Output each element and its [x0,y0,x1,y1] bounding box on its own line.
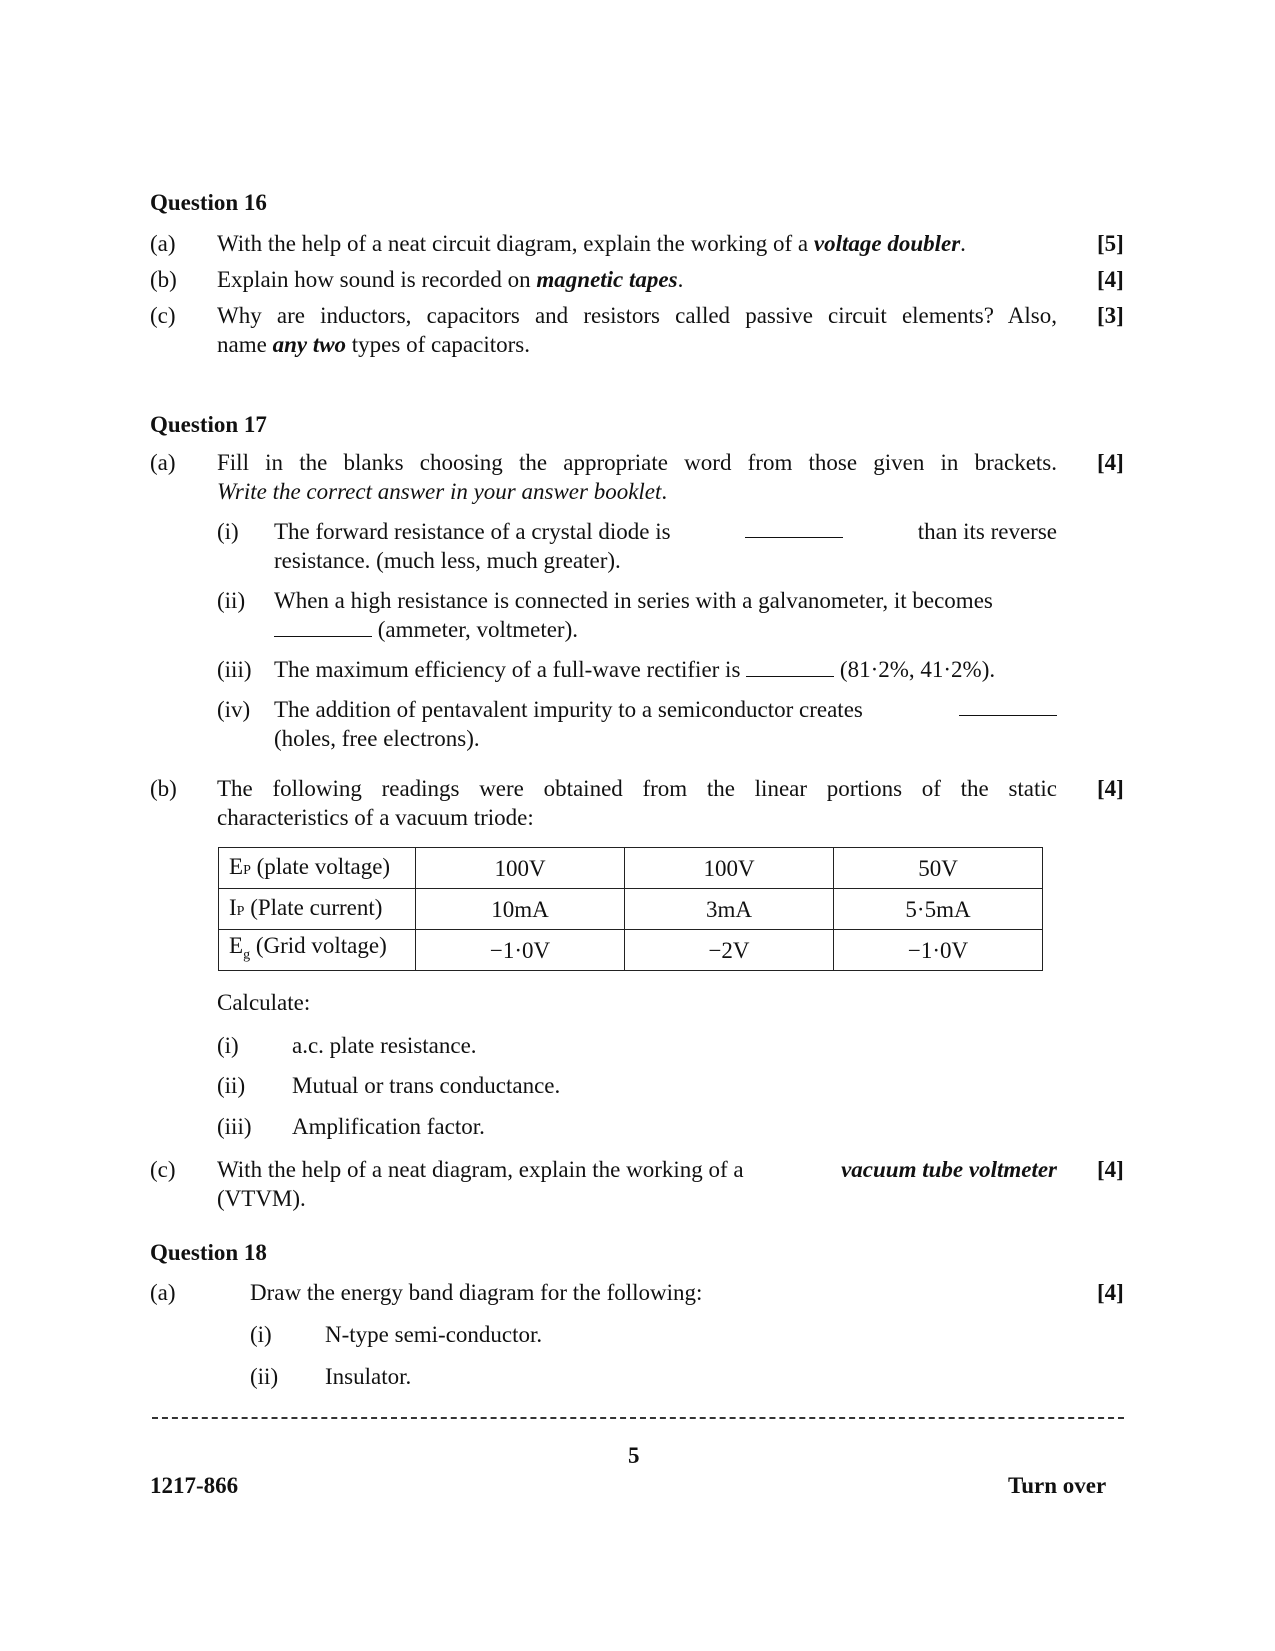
q17a-iii-text-start: The maximum efficiency of a full-wave rectifier is [274,657,747,682]
q18a-text: Draw the energy band diagram for the following: [250,1280,703,1305]
table-cell: −2V [625,930,834,971]
q17b-iii-label: (iii) [217,1114,252,1139]
q16c-line1: Why are inductors, capacitors and resistors called passive circuit elements? Also, [217,303,1057,328]
q17b-line2: characteristics of a vacuum triode: [217,805,534,830]
table-row [219,848,1043,889]
q17b-i-label: (i) [217,1033,239,1058]
q18a-ii-label: (ii) [250,1364,279,1389]
q16b-emphasis: magnetic tapes [536,267,678,292]
q17a-i-text-end: than its reverse [917,519,1057,544]
turn-over-label: Turn over [1008,1473,1107,1498]
table-cell: 100V [416,848,625,889]
q16a-text-start: With the help of a neat circuit diagram, explain the working of a [217,231,814,256]
q17a-iv-line2: (holes, free electrons). [274,726,480,751]
q17a-marks: [4] [1097,450,1124,475]
footer-divider [152,1417,1124,1419]
q16c-emphasis: any two [272,332,347,357]
q16c-line2-start: name [217,332,273,357]
q17c-marks: [4] [1097,1157,1124,1182]
table-cell: 3mA [625,889,834,930]
row-name: (plate voltage) [250,853,391,879]
table-cell: 10mA [416,889,625,930]
triode-readings-table [218,847,1043,971]
q17b-i-text: a.c. plate resistance. [292,1033,477,1058]
page-number: 5 [628,1443,640,1468]
q16b-marks: [4] [1097,267,1124,292]
q17a-iii-line1 [274,655,1057,684]
q18a-i-label: (i) [250,1322,272,1347]
q17a-label: (a) [150,450,176,475]
q16b-text-end: . [677,267,684,292]
table-row [219,889,1043,930]
table-cell: −1·0V [416,930,625,971]
row-name: (Grid voltage) [250,932,387,958]
q17a-iv-text-start: The addition of pentavalent impurity to a semiconductor creates [274,697,863,722]
q17b-iii-text: Amplification factor. [292,1114,485,1139]
q16c-line2 [217,330,1057,359]
q17a-line1: Fill in the blanks choosing the appropriate word from those given in brackets. [217,450,1057,475]
q17b-label: (b) [150,776,177,801]
q17a-ii-line2 [274,615,1057,644]
q16c-marks: [3] [1097,303,1124,328]
row-header [219,848,416,889]
q17a-i-line1 [274,517,1057,546]
q17a-iii-text-end: (81·2%, 41·2%). [834,657,996,682]
q17a-iii-label: (iii) [217,657,252,682]
q16a-emphasis: voltage doubler [813,231,961,256]
answer-blank [959,695,1057,716]
q17a-i-label: (i) [217,519,239,544]
answer-blank [274,616,372,637]
row-subscript: P [236,903,245,919]
q16c-label: (c) [150,303,176,328]
row-symbol: E [229,853,244,879]
question-16-heading: Question 16 [150,190,267,215]
q17a-iv-line1 [274,695,1057,724]
q16a-label: (a) [150,231,176,256]
q17a-line2 [217,477,1057,506]
q17a-ii-line1: When a high resistance is connected in series with a galvanometer, it becomes [274,588,993,613]
q17b-line1: The following readings were obtained from the linear portions of the static [217,776,1057,801]
row-subscript: g [243,947,251,963]
q17c-text-start: With the help of a neat diagram, explain the working of a [217,1157,744,1182]
answer-blank [745,517,843,538]
row-header [219,889,416,930]
question-18-heading: Question 18 [150,1240,267,1265]
q17a-instruction-end: . [661,479,668,504]
q18a-marks: [4] [1097,1280,1124,1305]
q17c-line1 [217,1155,1057,1184]
q17b-marks: [4] [1097,776,1124,801]
q16a-text [217,229,1057,258]
table-cell: 5·5mA [834,889,1043,930]
row-header [219,930,416,971]
row-symbol: E [229,932,244,958]
table-cell: −1·0V [834,930,1043,971]
q17a-ii-label: (ii) [217,588,246,613]
answer-blank [746,656,834,677]
q17b-ii-label: (ii) [217,1073,246,1098]
paper-code: 1217-866 [150,1473,239,1498]
q16b-label: (b) [150,267,177,292]
q17a-iv-label: (iv) [217,697,251,722]
table-row [219,930,1043,971]
q16c-line2-end: types of capacitors. [346,332,530,357]
q17a-i-text-start: The forward resistance of a crystal diode is [274,519,671,544]
q17c-emphasis: vacuum tube voltmeter [841,1157,1057,1182]
row-name: (Plate current) [244,894,383,920]
q16b-text-start: Explain how sound is recorded on [217,267,537,292]
question-17-heading: Question 17 [150,412,267,437]
row-subscript: P [243,862,251,878]
q16b-text [217,265,1057,294]
q18a-ii-text: Insulator. [325,1364,412,1389]
q17a-i-line2: resistance. (much less, much greater). [274,548,621,573]
q17c-label: (c) [150,1157,176,1182]
q17b-calculate: Calculate: [217,990,311,1015]
q16a-marks: [5] [1097,231,1124,256]
q17b-ii-text: Mutual or trans conductance. [292,1073,561,1098]
q17a-ii-text-end: (ammeter, voltmeter). [372,617,578,642]
row-symbol: I [229,894,237,920]
q18a-label: (a) [150,1280,176,1305]
q16a-text-end: . [960,231,966,256]
q18a-i-text: N-type semi-conductor. [325,1322,543,1347]
table-cell: 100V [625,848,834,889]
q17a-instruction: Write the correct answer in your answer booklet [217,479,662,504]
q17c-line2: (VTVM). [217,1186,306,1211]
table-cell: 50V [834,848,1043,889]
